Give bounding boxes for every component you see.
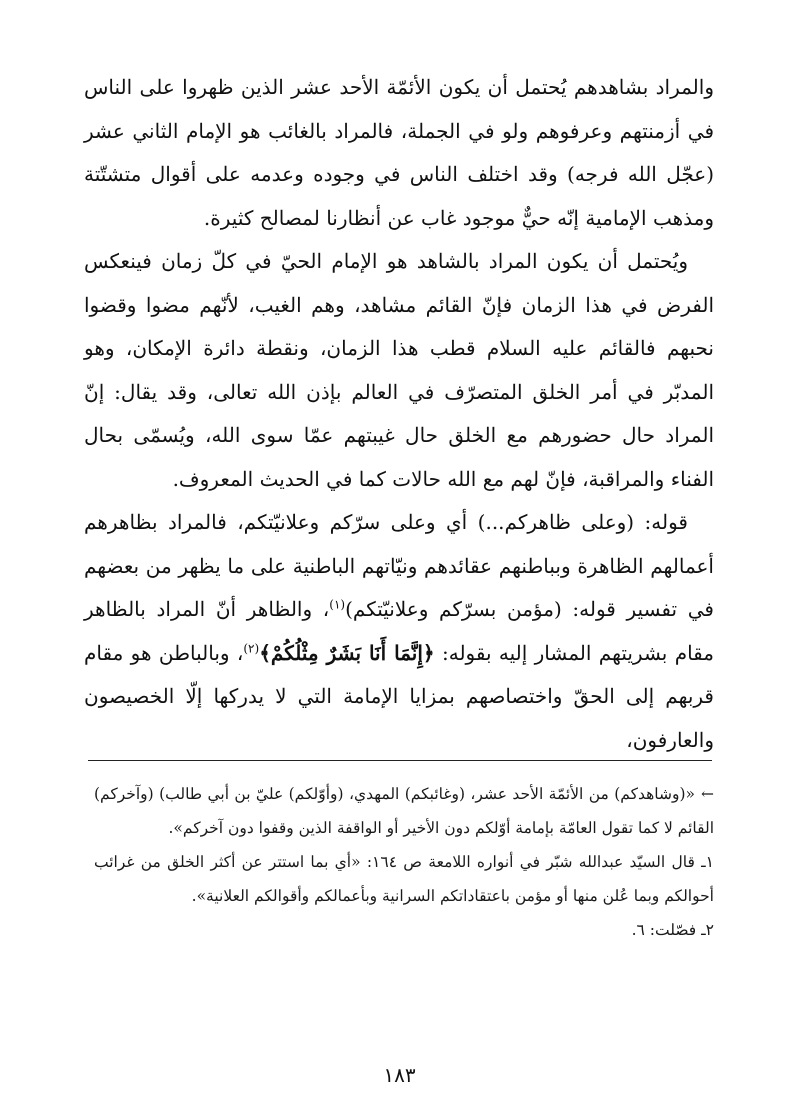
paragraph-3-text-start: قوله: (وعلى ظاهركم...) أي وعلى سرّكم وعلانيّتكم، فالمراد بظاهرهم أعمالهم الظاهرة وبباطنهم عقائدهم ونيّاتهم الباطنية على ما يظهر من بعضهم في تفسير قوله: (مؤمن بسرّكم وعلانيّتكم) — [84, 510, 714, 621]
footnote-1: ١ـ قال السيّد عبدالله شبّر في أنواره اللامعة ص ١٦٤: «أي بما استتر عن أكثر الخلق من غرائب أحوالكم وبما عُلن منها أو مؤمن باعتقاداتكم السرانية وبأعمالكم وأقوالكم العلانية». — [94, 853, 714, 905]
paragraph-1: والمراد بشاهدهم يُحتمل أن يكون الأئمّة الأحد عشر الذين ظهروا على الناس في أزمنتهم وعرفوهم ولو في الجملة، فالمراد بالغائب هو الإمام الثاني عشر (عجّل الله فرجه) وقد اختلف الناس في وجوده وعدمه على أقوال متشتّتة ومذهب الإمامية إنّه حيٌّ موجود غاب عن أنظارنا لمصالح كثيرة. — [84, 75, 714, 230]
footnote-continuation — [94, 777, 714, 845]
footnote-2: ٢ـ فصّلت: ٦. — [631, 921, 714, 939]
quran-verse: ﴿إِنَّمَا أَنَا بَشَرٌ مِثْلُكُمْ﴾ — [259, 640, 435, 665]
page-number: ١٨٣ — [383, 1063, 416, 1087]
footnote-ref-1: (١) — [329, 597, 346, 612]
main-text-block — [84, 66, 714, 762]
paragraph-3-text-end: ، وبالباطن هو مقام قربهم إلى الحقّ واختصاصهم بمزايا الإمامة التي لا يدركها إلّا الخصيصون والعارفون، — [84, 640, 714, 752]
continuation-arrow-icon: ← — [701, 785, 714, 803]
footnote-separator — [88, 760, 712, 761]
footnotes — [94, 777, 714, 947]
footnote-continuation-text: «(وشاهدكم) من الأئمّة الأحد عشر، (وغائبكم) المهدي، (وأوّلكم) عليّ بن أبي طالب) (وآخركم) القائم لا كما تقول العامّة بإمامة أوّلكم دون الأخير أو الواقفة الذين وقفوا دون آخركم». — [94, 785, 714, 837]
paragraph-3-text-middle: ، والظاهر أنّ المراد بالظاهر مقام بشريتهم المشار إليه بقوله: — [84, 597, 715, 665]
paragraph-2: ويُحتمل أن يكون المراد بالشاهد هو الإمام الحيّ في كلّ زمان فينعكس الفرض في هذا الزمان فإنّ القائم مشاهد، وهم الغيب، لأنّهم مضوا وقضوا نحبهم فالقائم عليه السلام قطب هذا الزمان، ونقطة دائرة الإمكان، وهو المدبّر في أمر الخلق المتصرّف في العالم بإذن الله تعالى، وقد يقال: إنّ المراد حال حضورهم مع الخلق حال غيبتهم عمّا سوى الله، ويُسمّى بحال الفناء والمراقبة، فإنّ لهم مع الله حالات كما في الحديث المعروف. — [84, 249, 714, 491]
body-text — [84, 66, 714, 762]
paragraph-3 — [84, 501, 714, 762]
footnote-ref-2: (٢) — [243, 640, 260, 655]
